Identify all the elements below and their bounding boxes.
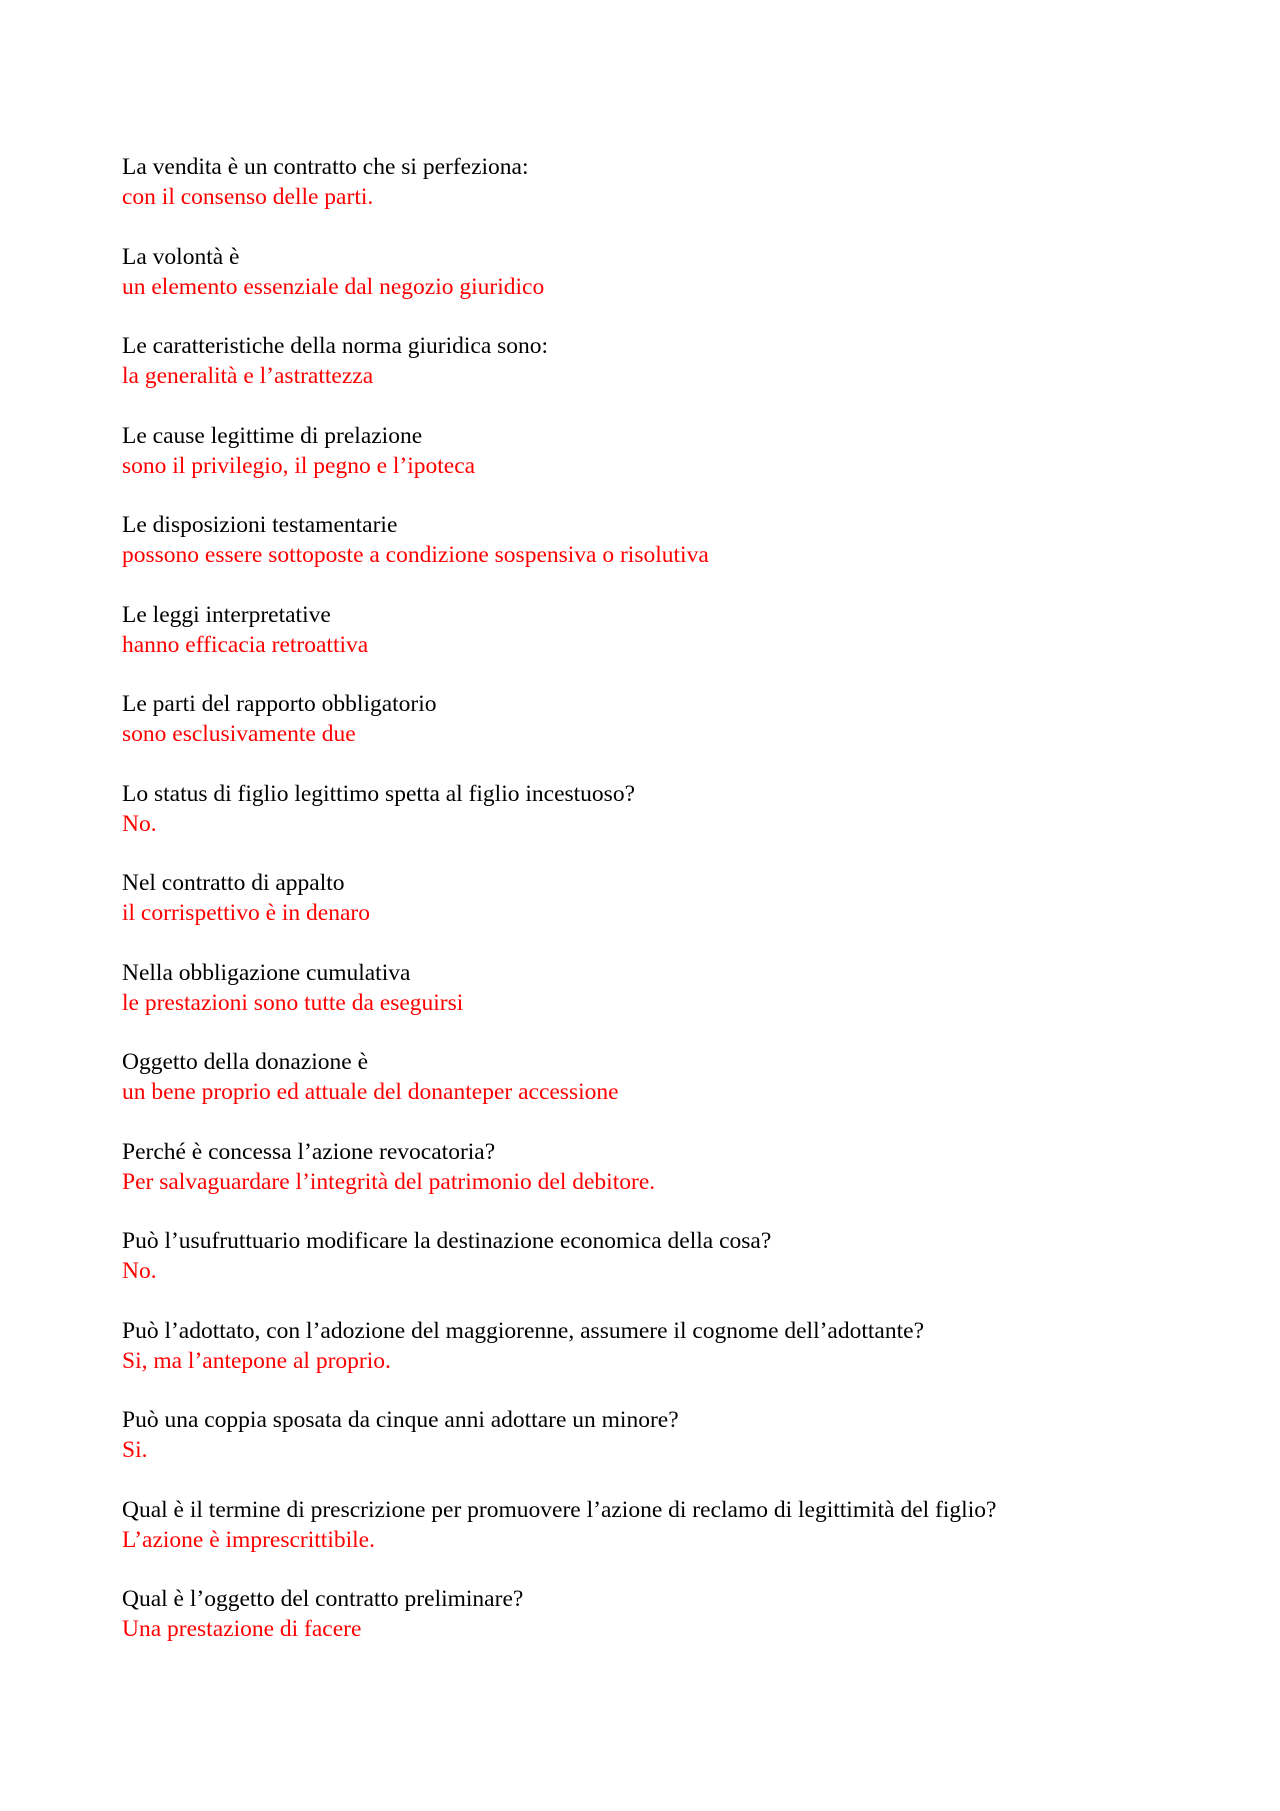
qa-item [122, 1495, 1202, 1585]
qa-item [122, 600, 1202, 690]
answer-text: con il consenso delle parti. [122, 184, 374, 210]
answer-text: Per salvaguardare l’integrità del patrimonio del debitore. [122, 1168, 656, 1195]
answer-text: No. [122, 1258, 157, 1284]
question-text: Le caratteristiche della norma giuridica sono: [122, 333, 549, 359]
qa-item [122, 1316, 1202, 1406]
question-text: Le leggi interpretative [122, 601, 331, 628]
answer-text: il corrispettivo è in denaro [122, 900, 370, 926]
answer-text: No. [122, 810, 157, 837]
answer-text: L’azione è imprescrittibile. [122, 1526, 375, 1553]
answer-text: sono esclusivamente due [122, 721, 356, 747]
question-text: Perché è concessa l’azione revocatoria? [122, 1138, 496, 1165]
qa-item [122, 242, 1202, 332]
qa-item [122, 1405, 1202, 1495]
answer-text: Una prestazione di facere [122, 1616, 362, 1642]
qa-item [122, 1226, 1202, 1316]
answer-text: sono il privilegio, il pegno e l’ipoteca [122, 452, 476, 479]
qa-item [122, 152, 1202, 242]
answer-text: Si, ma l’antepone al proprio. [122, 1347, 391, 1374]
question-text: Può una coppia sposata da cinque anni adottare un minore? [122, 1407, 679, 1433]
answer-text: un bene proprio ed attuale del donanteper accessione [122, 1079, 619, 1105]
answer-text: Si. [122, 1437, 148, 1463]
answer-text: possono essere sottoposte a condizione sospensiva o risolutiva [122, 542, 709, 568]
qa-item [122, 958, 1202, 1048]
question-text: Le parti del rapporto obbligatorio [122, 691, 437, 717]
qa-item [122, 331, 1202, 421]
qa-list [122, 152, 1202, 1674]
qa-item [122, 1584, 1202, 1674]
qa-item [122, 689, 1202, 779]
question-text: Le disposizioni testamentarie [122, 512, 398, 538]
question-text: Lo status di figlio legittimo spetta al figlio incestuoso? [122, 780, 636, 807]
question-text: Qual è il termine di prescrizione per promuovere l’azione di reclamo di legittimità del figlio? [122, 1496, 997, 1523]
qa-item [122, 1137, 1202, 1227]
qa-item [122, 868, 1202, 958]
qa-item [122, 510, 1202, 600]
qa-item [122, 421, 1202, 511]
answer-text: le prestazioni sono tutte da eseguirsi [122, 989, 464, 1016]
question-text: Le cause legittime di prelazione [122, 422, 423, 449]
question-text: La volontà è [122, 243, 240, 270]
question-text: Può l’adottato, con l’adozione del maggiorenne, assumere il cognome dell’adottante? [122, 1317, 924, 1344]
question-text: Nel contratto di appalto [122, 870, 345, 896]
answer-text: un elemento essenziale dal negozio giuridico [122, 273, 545, 300]
question-text: Può l’usufruttuario modificare la destinazione economica della cosa? [122, 1228, 772, 1254]
qa-item [122, 1047, 1202, 1137]
question-text: Oggetto della donazione è [122, 1049, 369, 1075]
qa-item [122, 779, 1202, 869]
answer-text: la generalità e l’astrattezza [122, 363, 374, 389]
answer-text: hanno efficacia retroattiva [122, 631, 369, 658]
question-text: Qual è l’oggetto del contratto preliminare? [122, 1586, 524, 1612]
question-text: La vendita è un contratto che si perfeziona: [122, 154, 529, 180]
question-text: Nella obbligazione cumulativa [122, 959, 411, 986]
